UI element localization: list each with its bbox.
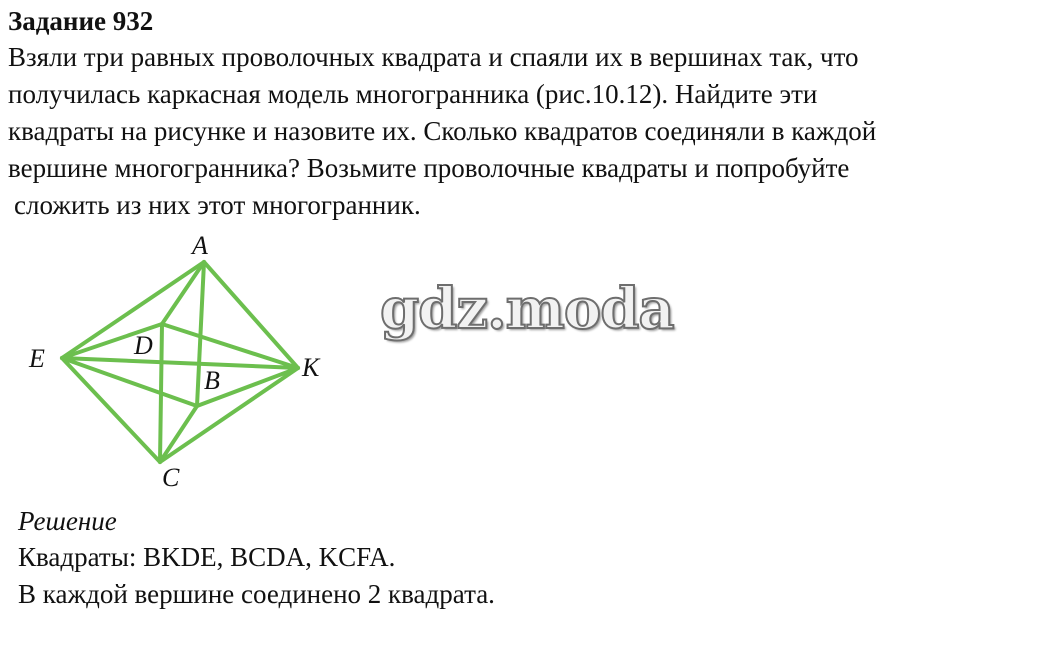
vertex-label-k: K <box>302 353 320 382</box>
task-line: вершине многогранника? Возьмите проволочные квадраты и попробуйте <box>8 153 850 183</box>
edge-d-c <box>160 324 162 462</box>
task-line: сложить из них этот многогранник. <box>14 190 421 220</box>
edge-k-c <box>160 368 298 462</box>
edge-e-k <box>62 358 298 368</box>
solution-heading: Решение <box>18 506 117 536</box>
task-line: получилась каркасная модель многогранника (рис.10.12). Найдите эти <box>8 79 818 109</box>
polyhedron-edges <box>62 262 298 462</box>
edge-a-d <box>162 262 204 324</box>
vertex-label-b: B <box>204 366 220 395</box>
vertex-label-e: E <box>29 344 45 373</box>
solution-line: Квадраты: BKDE, BCDA, KCFA. <box>18 542 396 572</box>
solution-line: В каждой вершине соединено 2 квадрата. <box>18 579 495 609</box>
task-line: Взяли три равных проволочных квадрата и спаяли их в вершинах так, что <box>8 42 859 72</box>
task-title: Задание 932 <box>8 6 154 36</box>
vertex-label-d: D <box>134 331 153 360</box>
vertex-label-c: C <box>162 463 180 492</box>
edge-b-c <box>160 406 197 462</box>
vertex-label-a: A <box>192 232 208 260</box>
edge-e-a <box>62 262 204 358</box>
task-line: квадраты на рисунке и назовите их. Сколько квадратов соединяли в каждой <box>8 116 877 146</box>
watermark-logo: gdz.moda <box>380 276 674 342</box>
octahedron-figure <box>20 232 340 494</box>
